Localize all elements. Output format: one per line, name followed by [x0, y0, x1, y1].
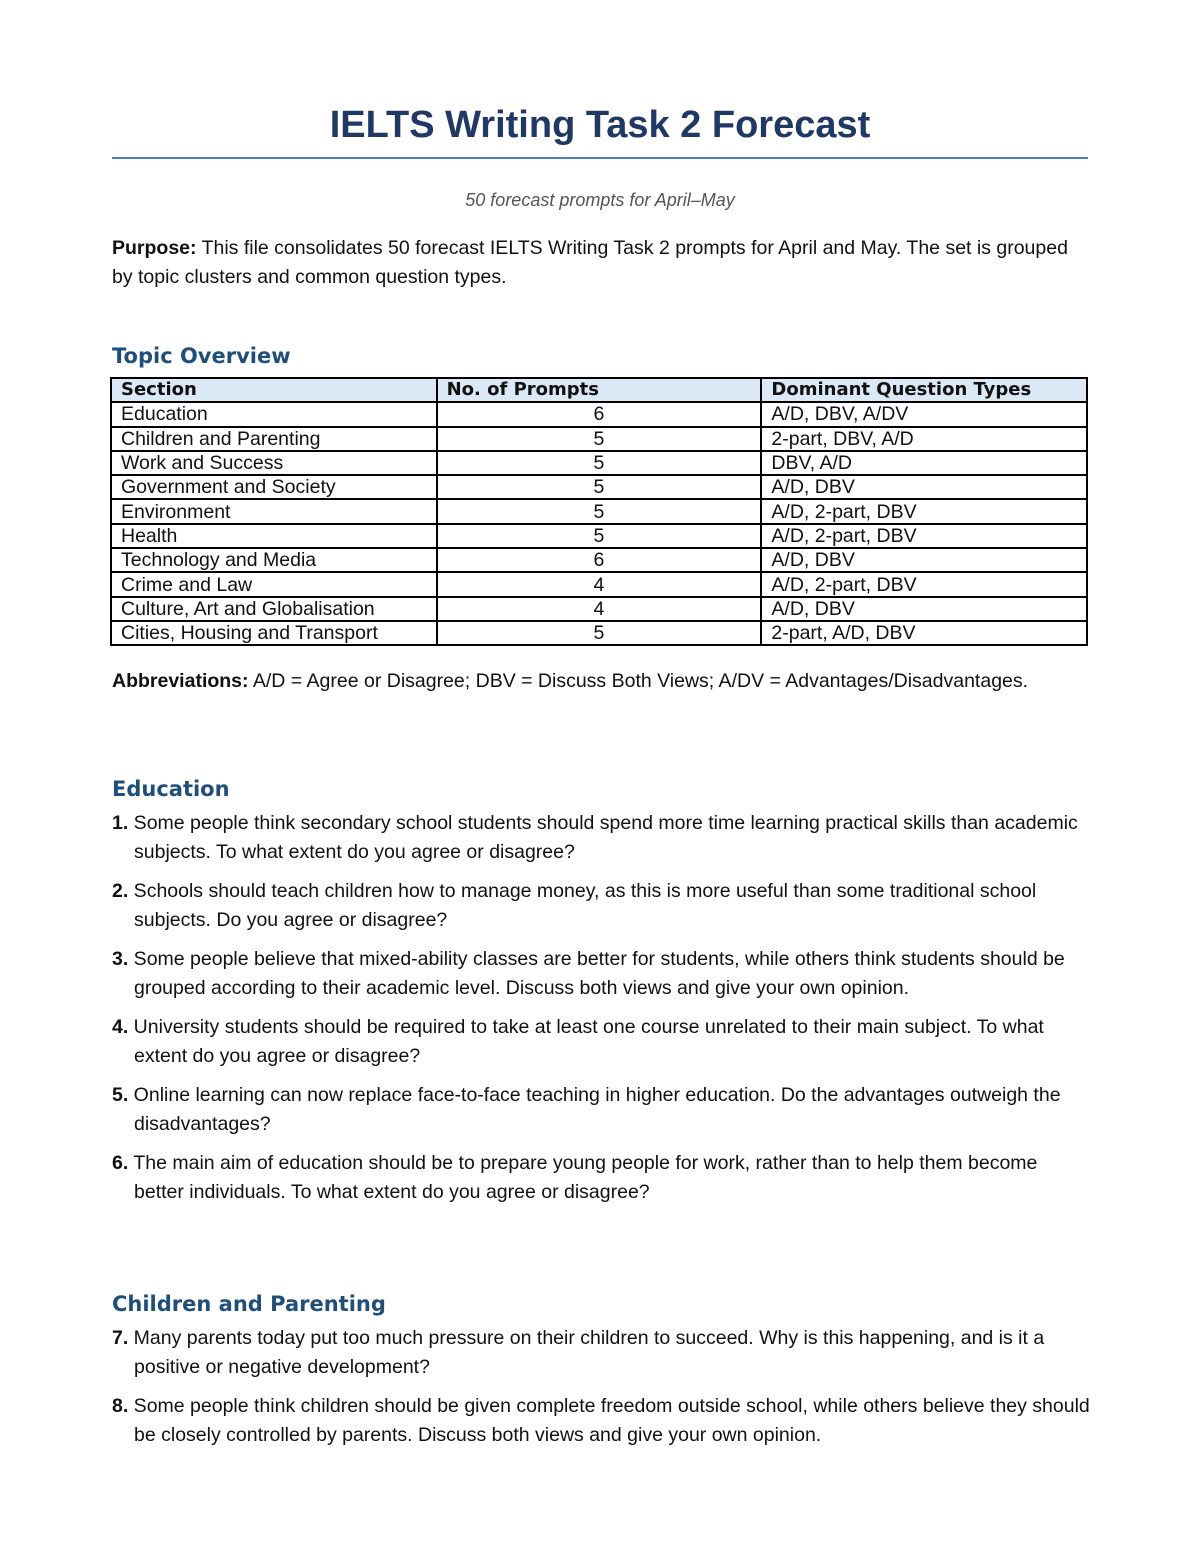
children-prompt-list: [112, 1324, 1092, 1450]
prompt-text: Schools should teach children how to manage money, as this is more useful than some traditional school subjects. Do you agree or disagree?: [128, 880, 1037, 931]
column-header-section: Section: [111, 378, 437, 402]
prompt-number: 6.: [112, 1152, 129, 1174]
purpose-text: This file consolidates 50 forecast IELTS Writing Task 2 prompts for April and May. The set is grouped by topic clusters and common question types.: [112, 237, 1068, 288]
title-underline: [112, 157, 1088, 159]
cell-types: A/D, DBV: [761, 475, 1087, 499]
table-row: [111, 524, 1087, 548]
cell-section: Health: [111, 524, 437, 548]
prompt-number: 5.: [112, 1084, 129, 1106]
prompt-text: Many parents today put too much pressure on their children to succeed. Why is this happening, and is it a positive or negative development?: [128, 1327, 1045, 1378]
topic-overview-table: [110, 377, 1088, 646]
prompt-text: Some people believe that mixed-ability classes are better for students, while others think students should be grouped according to their academic level. Discuss both views and give your own opinion.: [128, 948, 1065, 999]
prompt-number: 2.: [112, 880, 129, 902]
cell-count: 5: [437, 524, 762, 548]
cell-count: 4: [437, 597, 762, 621]
table-row: [111, 597, 1087, 621]
section-heading-children-parenting: Children and Parenting: [112, 1292, 386, 1316]
prompt-text: Online learning can now replace face-to-face teaching in higher education. Do the advantages outweigh the disadvantages?: [128, 1084, 1061, 1135]
table-row: [111, 451, 1087, 475]
cell-count: 6: [437, 402, 762, 426]
prompt-text: University students should be required to take at least one course unrelated to their main subject. To what extent do you agree or disagree?: [128, 1016, 1044, 1067]
cell-types: A/D, DBV, A/DV: [761, 402, 1087, 426]
column-header-types: Dominant Question Types: [761, 378, 1087, 402]
education-prompt-list: [112, 809, 1092, 1207]
cell-section: Technology and Media: [111, 548, 437, 572]
cell-count: 5: [437, 499, 762, 523]
cell-section: Crime and Law: [111, 572, 437, 596]
cell-types: 2-part, A/D, DBV: [761, 621, 1087, 645]
prompt-item: [112, 1013, 1092, 1071]
document-title: IELTS Writing Task 2 Forecast: [329, 104, 871, 146]
table-row: [111, 548, 1087, 572]
prompt-number: 1.: [112, 812, 129, 834]
table-row: [111, 572, 1087, 596]
cell-section: Cities, Housing and Transport: [111, 621, 437, 645]
table-header-row: [111, 378, 1087, 402]
cell-count: 4: [437, 572, 762, 596]
table-row: [111, 499, 1087, 523]
cell-count: 6: [437, 548, 762, 572]
purpose-paragraph: [112, 234, 1092, 292]
cell-section: Children and Parenting: [111, 427, 437, 451]
abbreviations-text: A/D = Agree or Disagree; DBV = Discuss Both Views; A/DV = Advantages/Disadvantages.: [248, 670, 1029, 692]
cell-types: 2-part, DBV, A/D: [761, 427, 1087, 451]
cell-types: A/D, DBV: [761, 548, 1087, 572]
purpose-label: Purpose:: [112, 237, 197, 259]
cell-section: Environment: [111, 499, 437, 523]
cell-section: Education: [111, 402, 437, 426]
table-row: [111, 475, 1087, 499]
prompt-item: [112, 1149, 1092, 1207]
cell-count: 5: [437, 451, 762, 475]
prompt-item: [112, 1081, 1092, 1139]
cell-section: Government and Society: [111, 475, 437, 499]
cell-types: A/D, DBV: [761, 597, 1087, 621]
prompt-number: 3.: [112, 948, 129, 970]
prompt-number: 4.: [112, 1016, 129, 1038]
prompt-item: [112, 945, 1092, 1003]
prompt-text: Some people think secondary school students should spend more time learning practical skills than academic subjects. To what extent do you agree or disagree?: [128, 812, 1078, 863]
section-heading-education: Education: [112, 777, 230, 801]
prompt-item: [112, 1324, 1092, 1382]
cell-section: Work and Success: [111, 451, 437, 475]
abbreviations-label: Abbreviations:: [112, 670, 249, 692]
prompt-text: The main aim of education should be to prepare young people for work, rather than to help them become better individuals. To what extent do you agree or disagree?: [128, 1152, 1038, 1203]
table-row: [111, 427, 1087, 451]
table-row: [111, 621, 1087, 645]
prompt-item: [112, 809, 1092, 867]
table-row: [111, 402, 1087, 426]
cell-types: A/D, 2-part, DBV: [761, 572, 1087, 596]
cell-types: DBV, A/D: [761, 451, 1087, 475]
cell-types: A/D, 2-part, DBV: [761, 499, 1087, 523]
prompt-number: 8.: [112, 1395, 129, 1417]
abbreviations-paragraph: [112, 667, 1092, 696]
topic-overview-heading: Topic Overview: [112, 344, 291, 368]
prompt-item: [112, 1392, 1092, 1450]
cell-count: 5: [437, 621, 762, 645]
cell-count: 5: [437, 427, 762, 451]
column-header-count: No. of Prompts: [437, 378, 762, 402]
prompt-number: 7.: [112, 1327, 129, 1349]
prompt-item: [112, 877, 1092, 935]
cell-count: 5: [437, 475, 762, 499]
cell-section: Culture, Art and Globalisation: [111, 597, 437, 621]
document-subtitle: 50 forecast prompts for April–May: [465, 190, 735, 210]
prompt-text: Some people think children should be given complete freedom outside school, while others believe they should be closely controlled by parents. Discuss both views and give your own opinion.: [128, 1395, 1090, 1446]
cell-types: A/D, 2-part, DBV: [761, 524, 1087, 548]
